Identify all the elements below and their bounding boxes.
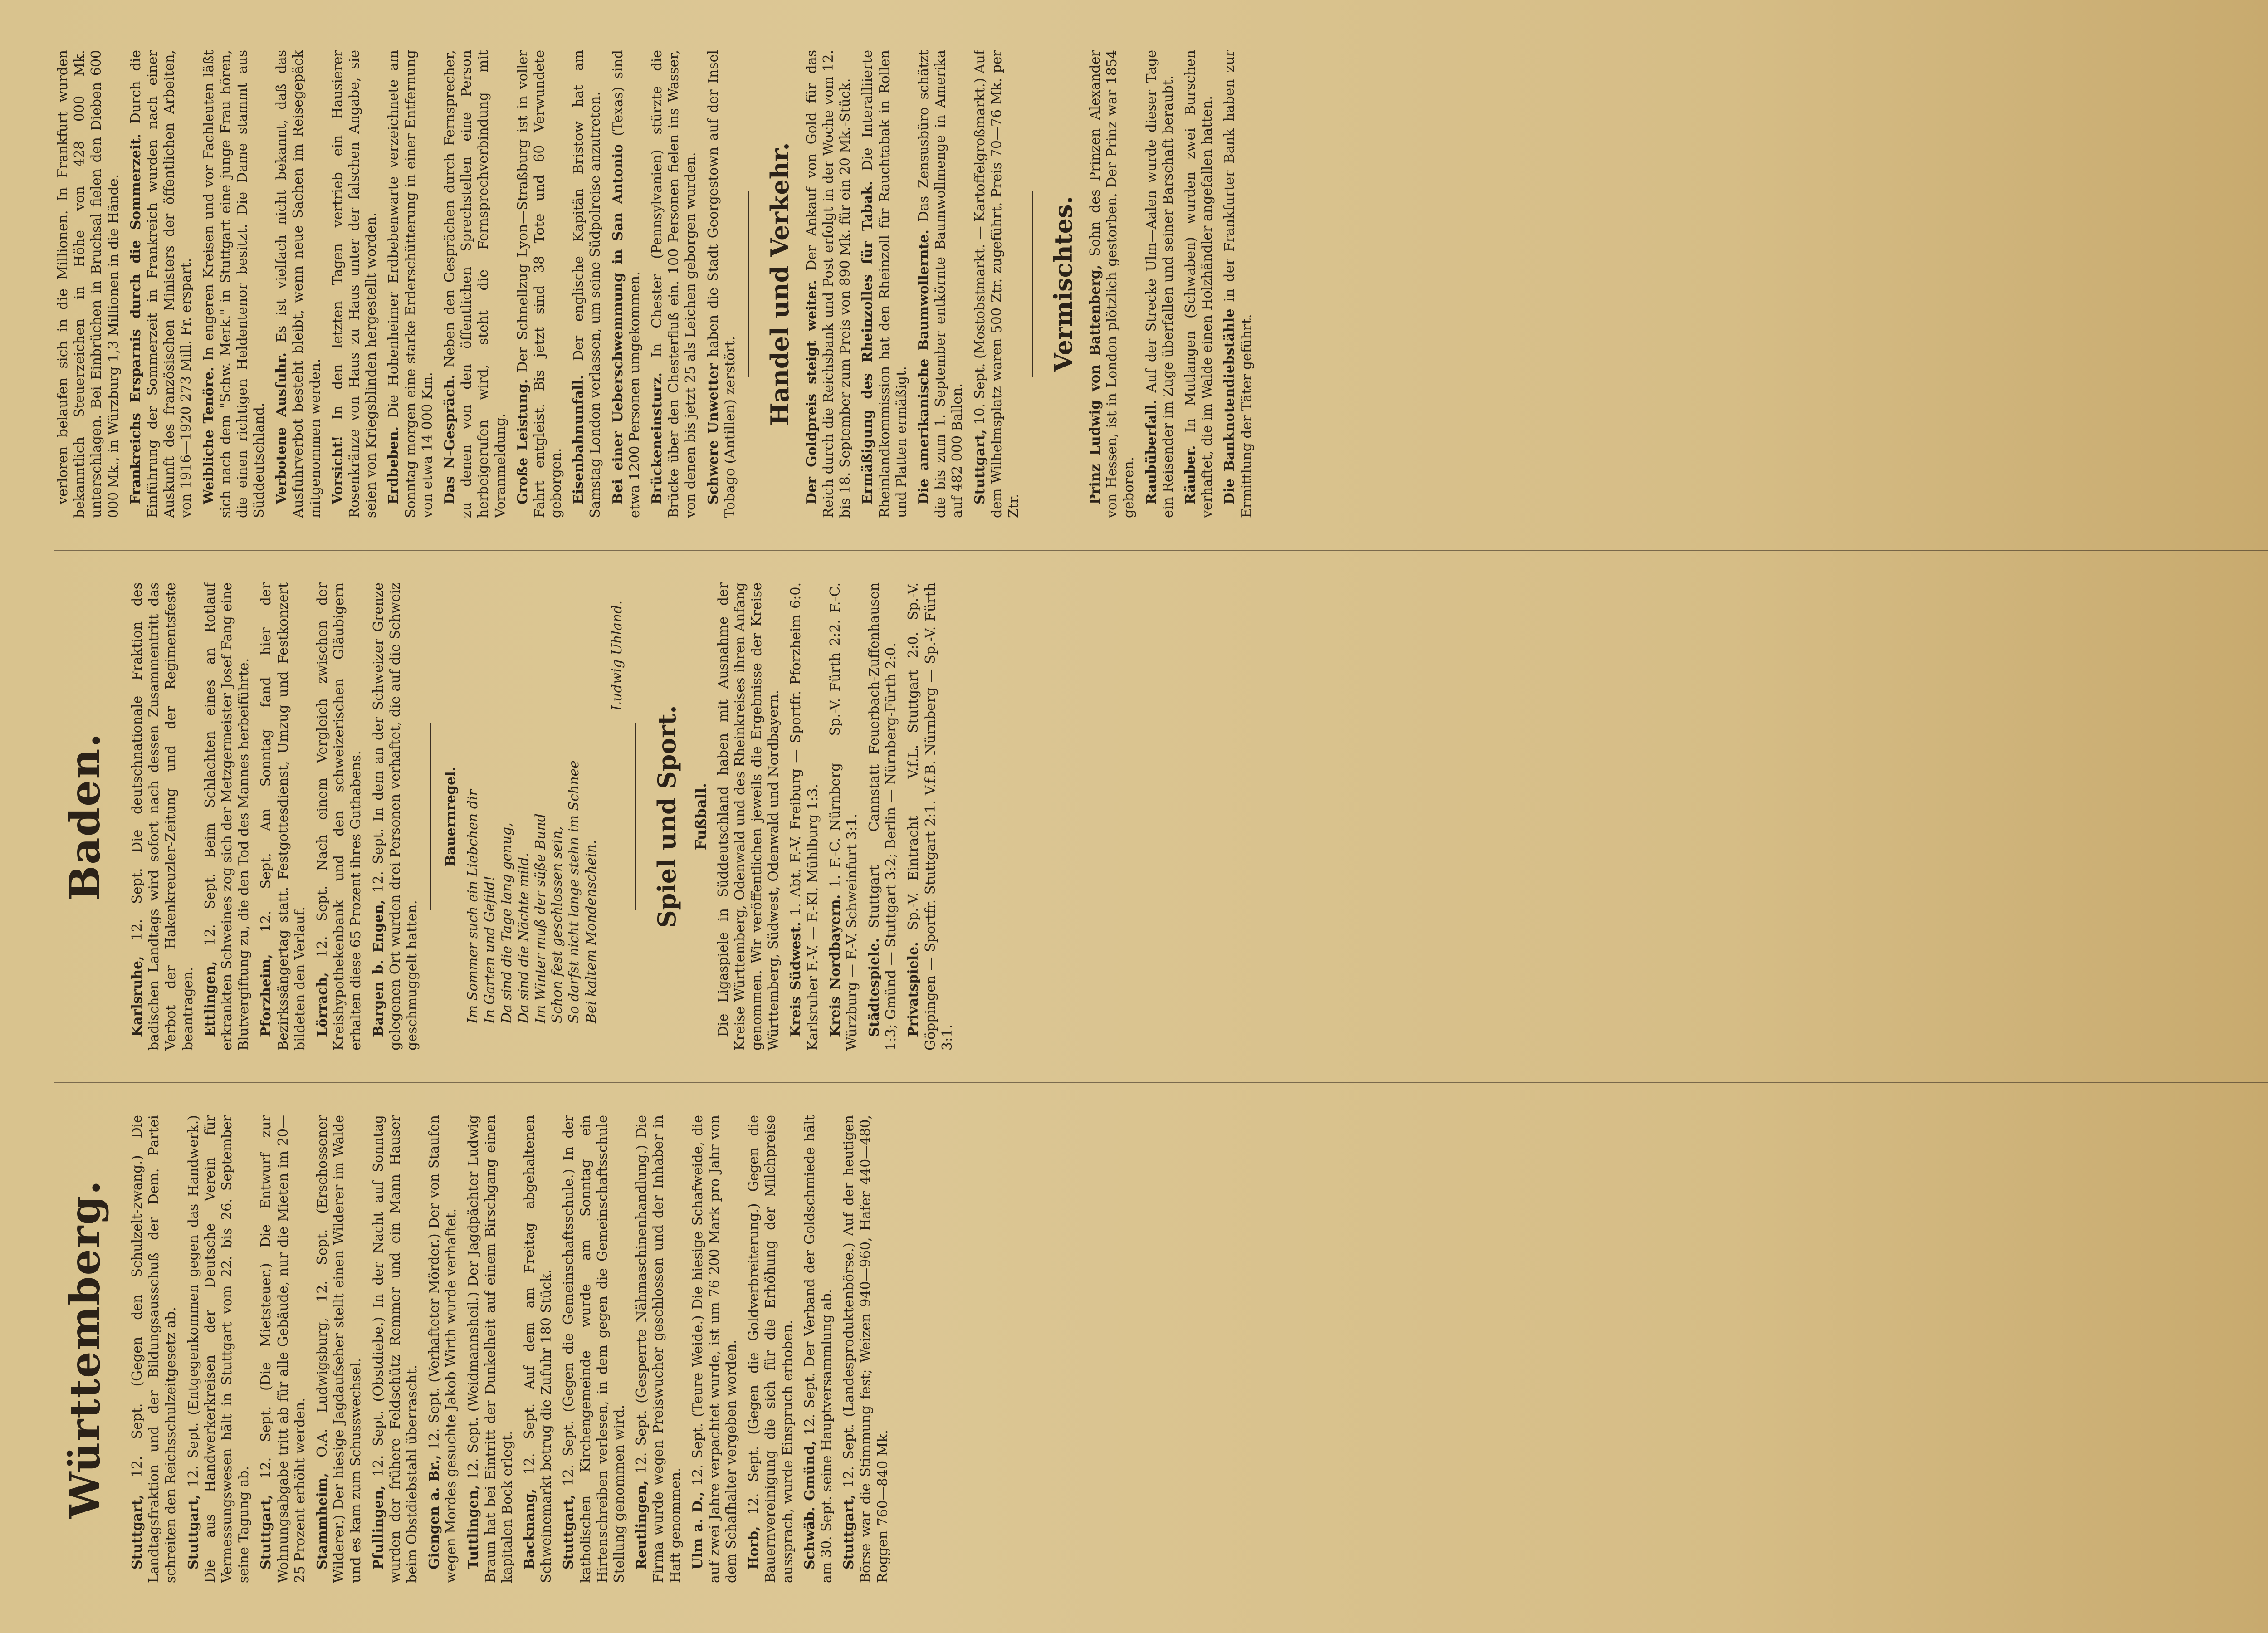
- article-paragraph: [202, 582, 253, 1051]
- subheading-football: Fußball.: [692, 782, 709, 851]
- article-paragraph: [258, 1115, 308, 1583]
- article-dateline: Die Banknotendiebstähle: [1222, 308, 1238, 504]
- sport-result-text: Sp.-V. Eintracht — V.f.L. Stuttgart 2:0. Sp.-V. Göppingen — Sportfr. Stuttgart 2:1. V.f.B. Nürnberg — Sp.-V. Fürth 3:1.: [905, 582, 955, 1051]
- article-dateline: Ermäßigung des Rheinzolles für Tabak.: [860, 181, 876, 504]
- article-body: Der Schnellzug Lyon—Straßburg ist in voller Fahrt entgleist. Bis jetzt sind 38 Tote und 60 Verwundete geborgen.: [514, 50, 565, 518]
- column-divider: [54, 550, 2268, 551]
- article-body: 12. Sept. (Verhafteter Mörder.) Der von Staufen wegen Mordes gesuchte Jakob Wirth wurde verhaftet.: [426, 1115, 459, 1583]
- article-body: 12. Sept. Der Verband der Goldschmiede hält am 30. Sept. seine Hauptversammlung ab.: [802, 1115, 835, 1583]
- article-paragraph: [570, 50, 604, 518]
- article-body: 12. Sept. Beim Schlachten eines an Rotlauf erkrankten Schweines zog sich der Metzgermeister Josef Fang eine Blutvergiftung zu, die den Tod des Mannes herbeiführte.: [202, 582, 252, 1051]
- article-body: Es ist vielfach nicht bekannt, daß das Ausfuhrverbot besteht bleibt, wenn neue Sachen im Reisegepäck mitgenommen werden.: [274, 50, 323, 518]
- article-paragraph: [803, 50, 854, 518]
- section-heading-trade: Handel und Verkehr.: [765, 142, 794, 426]
- section-heading-baden: Baden.: [60, 732, 109, 901]
- article-body: Auf der Strecke Ulm—Aalen wurde dieser Tage ein Reisender im Zuge überfallen und seiner Barschaft beraubt.: [1143, 50, 1176, 518]
- article-body: In engeren Kreisen und vor Fachleuten läßt sich nach dem "Schw. Merk." in Stuttgart eine junge Frau hören, die einen richtigen Heldentenor besitzt. Die Dame stammt aus Süddeutschland.: [200, 50, 268, 518]
- sport-result-text: Stuttgart — Cannstatt Feuerbach-Zuffenhausen 1:3; Gmünd — Stuttgart 3:2; Berlin — Nürnberg-Fürth 2:0.: [866, 582, 899, 1051]
- sport-result-text: 1. F.-C. Nürnberg — Sp.-V. Fürth 2:2. F.-C. Würzburg — F.-V. Schweinfurt 3:1.: [827, 582, 860, 1051]
- article-dateline: Verbotene Ausfuhr.: [274, 352, 290, 504]
- columns: [54, 50, 2268, 1583]
- article-body: 12. Sept. (Entgegenkommen gegen das Handwerk.) Die aus Handwerkerkreisen der Deutsche Verein für Vermessungswesen hält in Stuttgart vom 22. bis 26. September seine Tagung ab.: [185, 1115, 252, 1583]
- article-body: 12. Sept. (Gegen den Schulzelt-zwang.) Die Landtagsfraktion und der Bildungsausschuß der Dem. Partei schreiten den Reichsschulzeitgesetz ab.: [129, 1115, 179, 1583]
- article-paragraph: [426, 1115, 459, 1583]
- article-paragraph: [314, 582, 365, 1051]
- article-body: 12. Sept. (Gesperrte Nähmaschinenhandlung.) Die Firma wurde wegen Preiswucher geschlossen und der Inhaber in Haft genommen.: [634, 1115, 684, 1583]
- article-body: haben die Stadt Georgestown auf der Insel Tobago (Antillen) zerstört.: [705, 50, 738, 518]
- article-body: 12. Sept. Nach einem Vergleich zwischen der Kreishypothekenbank und den schweizerischen Gläubigern erhalten diese 65 Prozent ihres Guthabens.: [314, 582, 364, 1051]
- article-dateline: Giengen a. Br.,: [426, 1455, 443, 1569]
- sport-result: [827, 582, 860, 1051]
- article-body: 12. Sept. Die deutschnationale Fraktion des badischen Landtags wird sofort nach dessen Zusammentritt das Verbot der Hakenkreuzler-Zeitung und der Regimentsfeste beantragen.: [129, 582, 196, 1051]
- article-dateline: Reutlingen,: [634, 1480, 650, 1569]
- sport-result: [787, 582, 821, 1051]
- article-paragraph: [370, 1115, 421, 1583]
- article-body: (Texas) sind etwa 1200 Personen umgekommen.: [610, 50, 643, 518]
- divider-rule: [635, 723, 636, 910]
- article-paragraph: [841, 1115, 891, 1583]
- article-list: [803, 50, 1022, 518]
- poem-author: Ludwig Uhland.: [609, 601, 625, 711]
- article-paragraph: [1221, 50, 1255, 518]
- article-paragraph: [649, 50, 699, 518]
- article-body: Das Zensusbüro schätzt die bis zum 1. September entkörnte Baumwollmenge in Amerika auf 482 000 Ballen.: [916, 50, 966, 518]
- article-paragraph: [129, 582, 196, 1051]
- article-body: Der englische Kapitän Bristow hat am Samstag London verlassen, um seine Südpolreise anzutreten.: [571, 50, 604, 518]
- article-dateline: Raubüberfall.: [1143, 399, 1159, 504]
- article-body: Die Hohenheimer Erdbebenwarte verzeichnete am Sonntag morgen eine starke Erderschütterung in einer Entfernung von etwa 14 000 Km.: [386, 50, 435, 518]
- article-paragraph: [915, 50, 966, 518]
- article-paragraph: [1143, 50, 1177, 518]
- article-body: Die Interalliierte Rheinlandkommission hat den Rheinzoll für Rauchtabak in Rollen und Platten ermäßigt.: [860, 50, 909, 518]
- column-divider: [54, 1082, 2268, 1083]
- article-body: 10. Sept. (Mostobstmarkt. — Kartoffelgroßmarkt.) Auf dem Wilhelmsplatz waren 500 Ztr. zugeführt. Preis 70—76 Mk. per Ztr.: [972, 50, 1022, 518]
- sport-intro: Die Ligaspiele in Süddeutschland haben mit Ausnahme der Kreise Württemberg, Odenwald und des Rheinkreises ihren Anfang genommen. Wir veröffentlichen jeweils die Ergebnisse der Kreise Württemberg, Südwest, Odenwald und Nordbayern.: [715, 582, 782, 1051]
- article-list: [129, 1115, 891, 1583]
- section-heading-sport: Spiel und Sport.: [652, 705, 681, 928]
- article-paragraph: [1087, 50, 1138, 518]
- article-list: [129, 582, 420, 1051]
- article-paragraph: [521, 1115, 555, 1583]
- article-paragraph: [705, 50, 738, 518]
- article-paragraph: [329, 50, 380, 518]
- article-paragraph: [514, 50, 565, 518]
- article-dateline: Tuttlingen,: [465, 1485, 482, 1569]
- article-body: in der Frankfurter Bank haben zur Ermittlung der Täter geführt.: [1222, 50, 1255, 518]
- divider-rule: [1032, 191, 1033, 378]
- article-dateline: Bei einer Ueberschwemmung in San Antonio: [610, 144, 626, 504]
- article-paragraph: [441, 50, 509, 518]
- poem-line: Bei kaltem Mondenschein.: [583, 840, 599, 1023]
- sport-result-label: Kreis Nordbayern.: [827, 894, 843, 1037]
- article-paragraph: [370, 582, 421, 1051]
- article-dateline: Karlsruhe,: [129, 956, 146, 1037]
- divider-rule: [430, 723, 431, 910]
- sport-result: [905, 582, 956, 1051]
- poem-title: Bauernregel.: [443, 766, 459, 867]
- article-paragraph: [200, 50, 268, 518]
- section-heading-wuerttemberg: Württemberg.: [60, 1179, 109, 1519]
- article-body: O.A. Ludwigsburg, 12. Sept. (Erschossener Wilderer.) Der hiesige Jagdaufseher stellt einen Wilderer im Walde und es kam zum Schusswechsel.: [314, 1115, 364, 1583]
- article-dateline: Lörrach,: [314, 972, 330, 1037]
- article-dateline: Der Goldpreis steigt weiter.: [803, 279, 820, 504]
- poem: [464, 582, 600, 1023]
- article-body: Der Ankauf von Gold für das Reich durch die Reichsbank und Post erfolgt in der Woche vom 12. bis 18. September zum Preis von 890 Mk. für ein 20 Mk.-Stück.: [803, 50, 854, 518]
- article-paragraph: [185, 1115, 253, 1583]
- article-dateline: Horb,: [746, 1526, 762, 1569]
- article-dateline: Brückeneinsturz.: [649, 372, 665, 504]
- poem-line: Schon fest geschlossen sein,: [549, 826, 566, 1023]
- article-dateline: Das N-Gespräch.: [441, 374, 458, 504]
- article-dateline: Backnang,: [522, 1488, 538, 1569]
- article-paragraph: [972, 50, 1022, 518]
- article-paragraph: [385, 50, 436, 518]
- article-list: [54, 50, 738, 518]
- article-dateline: Große Leistung.: [514, 379, 531, 504]
- sport-result-label: Kreis Südwest.: [788, 922, 804, 1037]
- article-body: 12. Sept. In dem an der Schweizer Grenze gelegenen Ort wurden drei Personen verhaftet, die auf die Schweiz geschmuggelt hatten.: [370, 582, 420, 1051]
- article-body: 12. Sept. Am Sonntag fand hier der Bezirkssängertag statt. Festgottesdienst, Umzug und Festkonzert bildeten den Verlauf.: [258, 582, 308, 1051]
- sport-result-label: Privatspiele.: [905, 942, 922, 1037]
- article-paragraph: [314, 1115, 365, 1583]
- article-dateline: Stuttgart,: [561, 1494, 577, 1569]
- article-body: 12. Sept. (Gegen die Goldverbreiterung.) Gegen die Bauernvereinigung die sich für die Erhöhung der Milchpreise aussprach, wurde Einspruch erhoben.: [746, 1115, 796, 1583]
- article-body: 12. Sept. (Die Mietsteuer.) Die Entwurf zur Wohnungsabgabe tritt ab für alle Gebäude, nur die Mieten im 20—25 Prozent erhöht werden.: [258, 1115, 308, 1583]
- article-body: 12. Sept. Auf dem am Freitag abgehaltenen Schweinemarkt betrug die Zufuhr 180 Stück.: [522, 1115, 555, 1583]
- article-dateline: Erdbeben.: [386, 426, 402, 504]
- article-dateline: Eisenbahnunfall.: [571, 375, 587, 504]
- article-dateline: Stuttgart,: [841, 1494, 857, 1569]
- column-miscellany: [54, 50, 2268, 518]
- article-list: [1087, 50, 1255, 518]
- article-body: 12. Sept. (Teure Weide.) Die hiesige Schafweide, die auf zwei Jahre verpachtet wurde, ist um 76 200 Mark pro Jahr von dem Schafhalter vergeben worden.: [689, 1115, 740, 1583]
- article-dateline: Stuttgart,: [972, 429, 988, 504]
- article-body: Durch die Einführung der Sommerzeit in Frankreich wurden nach einer Auskunft des französischen Ministers der öffentlichen Arbeiten, von 1916—1920 273 Mill. Fr. erspart.: [127, 50, 195, 518]
- article-paragraph: [273, 50, 324, 518]
- article-dateline: Die amerikanische Baumwollernte.: [916, 230, 932, 504]
- article-body: In Chester (Pennsylvanien) stürzte die Brücke über den Chesterfluß ein. 100 Personen fielen ins Wasser, von denen bis jetzt 25 als Leichen geborgen wurden.: [649, 50, 699, 518]
- column-baden: [54, 582, 2268, 1051]
- article-paragraph: [633, 1115, 684, 1583]
- poem-line: Da sind die Nächte mild.: [515, 852, 532, 1023]
- poem-line: So darfst nicht lange stehn im Schnee: [566, 760, 582, 1023]
- article-dateline: Ulm a. D.,: [689, 1491, 706, 1569]
- article-paragraph: [129, 1115, 180, 1583]
- poem-line: Da sind die Tage lang genug,: [499, 822, 515, 1023]
- article-dateline: Pforzheim,: [258, 954, 274, 1037]
- poem-line: In Garten und Gefild!: [482, 875, 498, 1023]
- divider-rule: [748, 191, 749, 378]
- article-paragraph: [689, 1115, 740, 1583]
- article-dateline: Prinz Ludwig von Battenberg,: [1087, 264, 1104, 504]
- sport-result-label: Städtespiele.: [866, 938, 883, 1037]
- article-paragraph: [560, 1115, 628, 1583]
- article-paragraph: [1182, 50, 1216, 518]
- section-heading-misc: Vermischtes.: [1049, 196, 1078, 372]
- article-body: 12. Sept. (Weidmannsheil.) Der Jagdpächter Ludwig Braun hat bei Eintritt der Dunkelheit auf einem Birschgang einen kapitalen Bock erlegt.: [465, 1115, 515, 1583]
- article-dateline: Räuber.: [1183, 445, 1199, 504]
- article-dateline: Schwere Unwetter: [705, 363, 721, 504]
- article-paragraph: [610, 50, 643, 518]
- poem-line: Im Sommer such ein Liebchen dir: [465, 789, 481, 1023]
- article-paragraph: [54, 50, 122, 518]
- article-dateline: Stammheim,: [314, 1473, 330, 1569]
- article-dateline: Bargen b. Engen,: [370, 900, 386, 1037]
- article-paragraph: [802, 1115, 835, 1583]
- article-dateline: Frankreichs Ersparnis durch die Sommerzeit.: [127, 133, 144, 504]
- article-dateline: Ettlingen,: [202, 961, 218, 1037]
- article-dateline: Stuttgart,: [185, 1494, 201, 1569]
- article-dateline: Pfullingen,: [370, 1485, 386, 1569]
- article-paragraph: [465, 1115, 516, 1583]
- article-paragraph: [127, 50, 195, 518]
- sport-result-text: 1. Abt. F.-V. Freiburg — Sportfr. Pforzheim 6:0. Karlsruher F.-V. — F.-Kl. Mühlburg 1:3.: [788, 582, 821, 1051]
- article-dateline: Weibliche Tenöre.: [200, 367, 217, 504]
- sport-result: [866, 582, 899, 1051]
- article-paragraph: [745, 1115, 796, 1583]
- article-body: In Mutlangen (Schwaben) wurden zwei Burschen verhaftet, die im Walde einen Holzhändler angefallen hatten.: [1183, 50, 1216, 518]
- article-body: 12. Sept. (Landesproduktenbörse.) Auf der heutigen Börse war die Stimmung fest; Weizen 940—960, Hafer 440—480, Roggen 760—840 Mk.: [841, 1115, 891, 1583]
- article-paragraph: [258, 582, 308, 1051]
- article-body: 12. Sept. (Gegen die Gemeinschaftsschule.) In der katholischen Kirchengemeinde wurde am Sonntag ein Hirtenschreiben verlesen, in dem gegen die Gemeinschaftsschule Stellung genommen wird.: [561, 1115, 627, 1583]
- sport-results: [787, 582, 956, 1051]
- article-dateline: Stuttgart,: [258, 1494, 274, 1569]
- column-wuerttemberg: [54, 1115, 2268, 1583]
- article-body: Neben den Gesprächen durch Fernsprecher, zu denen von den öffentlichen Sprechstellen eine Person herbeigerufen wird, steht die Fernsprechverbindung mit Voranmeldung.: [441, 50, 508, 518]
- article-body: 12. Sept. (Obstdiebe.) In der Nacht auf Sonntag wurden der frühere Feldschütz Remmer und ein Mann Hauser beim Obstdiebstahl überrascht.: [370, 1115, 420, 1583]
- article-dateline: Stuttgart,: [129, 1494, 146, 1569]
- poem-line: Im Winter muß der süße Bund: [533, 813, 549, 1023]
- article-paragraph: [859, 50, 910, 518]
- article-dateline: Vorsicht!: [329, 435, 346, 504]
- article-dateline: Schwäb. Gmünd,: [802, 1441, 818, 1569]
- article-body: Sohn des Prinzen Alexander von Hessen, ist in London plötzlich gestorben. Der Prinz war 1854 geboren.: [1087, 50, 1137, 518]
- article-body: verloren belaufen sich in die Millionen. In Frankfurt wurden bekanntlich Steuerzeichen in Höhe von 428 000 Mk. unterschlagen. Bei Einbrüchen in Bruchsal fielen den Dieben 600 000 Mk., in Würzburg 1,3 Millionen in die Hände.: [55, 50, 122, 518]
- article-body: In den letzten Tagen vertrieb ein Hausierer Rosenkränze von Haus zu Haus unter der falschen Angabe, sie seien von Kriegsblinden hergestellt worden.: [329, 50, 380, 518]
